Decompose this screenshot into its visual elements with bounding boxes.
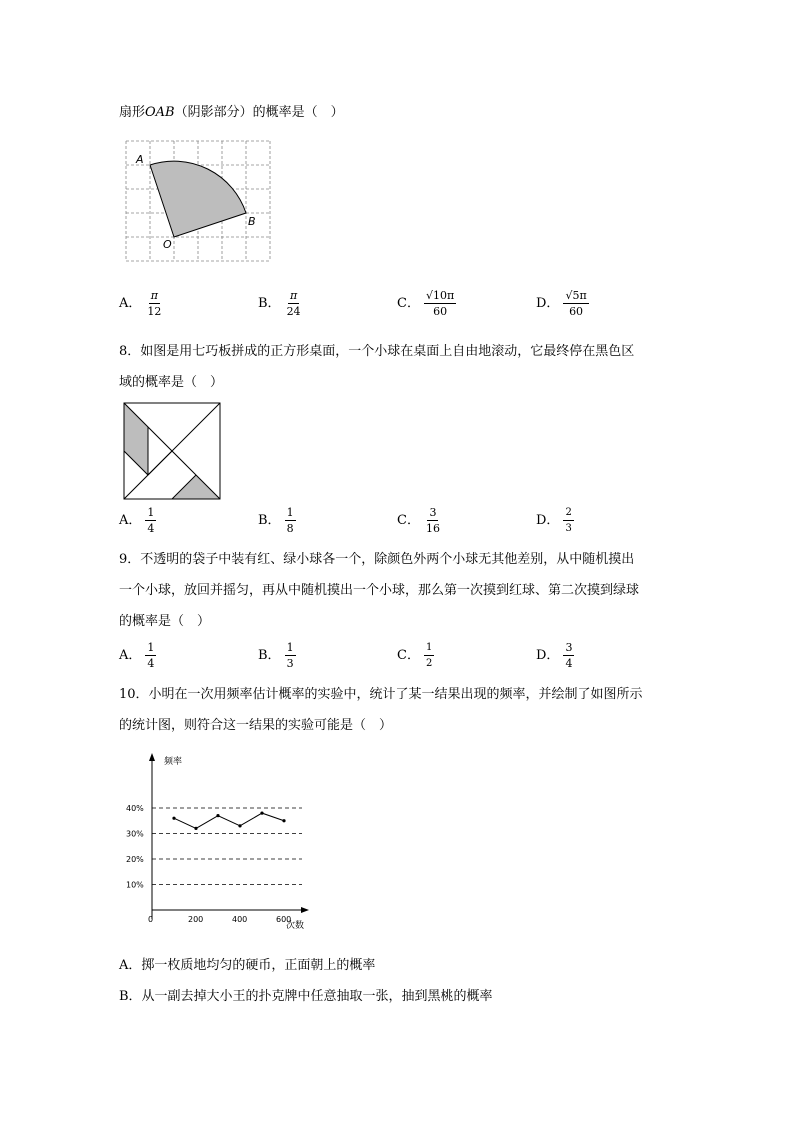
q10-stem-line1: 10．小明在一次用频率估计概率的实验中，统计了某一结果出现的频率，并绘制了如图所示 xyxy=(119,687,643,702)
q7-stem: 扇形OAB（阴影部分）的概率是（ ） xyxy=(119,105,344,120)
x-tick-label: 400 xyxy=(232,915,248,924)
q8-choice-d[interactable]: D． $\frac{2}{3}$ xyxy=(536,507,572,534)
y-axis-arrow xyxy=(149,753,155,761)
q8-choice-a[interactable]: A． $\frac{1}{4}$ xyxy=(119,506,155,535)
x-tick-label: 200 xyxy=(188,915,204,924)
data-point xyxy=(172,817,175,820)
x-tick-label: 600 xyxy=(276,915,292,924)
q7-choice-c[interactable]: C． $\frac{√10\pi}{60}$ xyxy=(397,289,455,318)
chart-xlabel: 次数 xyxy=(286,921,305,931)
data-point xyxy=(260,812,263,815)
q7-choice-a[interactable]: A． $\frac{\pi}{12}$ xyxy=(119,289,162,318)
data-point xyxy=(282,819,285,822)
q10-choice-a[interactable]: A．掷一枚质地均匀的硬币，正面朝上的概率 xyxy=(119,958,376,973)
sector-figure xyxy=(124,139,274,264)
data-point xyxy=(194,827,197,830)
y-tick-label: 20% xyxy=(126,855,144,864)
q9-choice-b[interactable]: B． $\frac{1}{3}$ xyxy=(258,641,294,670)
point-o-label: O xyxy=(163,238,172,251)
data-point xyxy=(238,824,241,827)
q7-stem-variable: OAB xyxy=(145,105,175,120)
q7-choice-d[interactable]: D． $\frac{√5\pi}{60}$ xyxy=(536,289,587,318)
q8-stem-line2: 域的概率是（ ） xyxy=(119,375,224,390)
q9-choice-a[interactable]: A． $\frac{1}{4}$ xyxy=(119,641,155,670)
series-line xyxy=(174,813,284,828)
point-a-label: A xyxy=(136,153,144,166)
point-b-label: B xyxy=(248,215,256,228)
q9-choice-c[interactable]: C． $\frac{1}{2}$ xyxy=(397,642,433,669)
data-point xyxy=(216,814,219,817)
q9-choice-d[interactable]: D． $\frac{3}{4}$ xyxy=(536,641,573,670)
q9-stem-line1: 9．不透明的袋子中装有红、绿小球各一个，除颜色外两个小球无其他差别，从中随机摸出 xyxy=(119,552,635,567)
q7-choice-b[interactable]: B． $\frac{\pi}{24}$ xyxy=(258,289,301,318)
y-tick-label: 10% xyxy=(126,880,144,890)
shaded-triangle-bottom xyxy=(172,475,220,499)
tangram-figure xyxy=(122,401,222,500)
q8-choice-b[interactable]: B． $\frac{1}{8}$ xyxy=(258,506,294,535)
q10-stem-line2: 的统计图，则符合这一结果的实验可能是（ ） xyxy=(119,718,393,733)
shaded-sector xyxy=(150,161,246,237)
q9-stem-line2: 一个小球，放回并摇匀，再从中随机摸出一个小球，那么第一次摸到红球、第二次摸到绿球 xyxy=(119,583,640,598)
x-axis-arrow xyxy=(301,907,309,913)
y-tick-label: 40% xyxy=(126,804,144,813)
q10-choice-b[interactable]: B．从一副去掉大小王的扑克牌中任意抽取一张，抽到黑桃的概率 xyxy=(119,989,493,1004)
frequency-chart xyxy=(120,750,340,935)
q8-choice-c[interactable]: C． $\frac{3}{16}$ xyxy=(397,506,440,535)
q8-stem-line1: 8．如图是用七巧板拼成的正方形桌面，一个小球在桌面上自由地滚动，它最终停在黑色区 xyxy=(119,344,635,359)
y-tick-label: 30% xyxy=(126,829,144,839)
shaded-triangle-left xyxy=(124,403,148,475)
chart-origin-label: 0 xyxy=(148,915,154,924)
chart-ylabel: 频率 xyxy=(164,757,183,767)
q9-stem-line3: 的概率是（ ） xyxy=(119,614,211,629)
